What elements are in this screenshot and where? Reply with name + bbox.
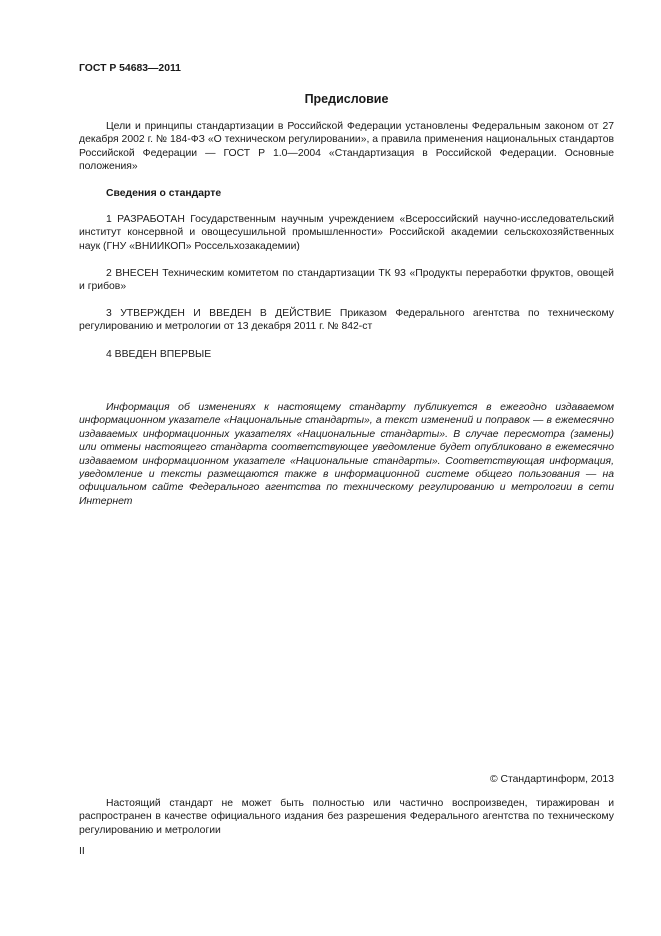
item-developed: 1 РАЗРАБОТАН Государственным научным учреждением «Всероссийский научно-исследовательский институт консервной и овощесушильной промышленности» Российской академии сельскохозяйственных наук (ГНУ «ВНИИКОП» Россельхозакадемии)	[79, 214, 614, 252]
reproduction-notice: Настоящий стандарт не может быть полностью или частично воспроизведен, тиражирован и распространен в качестве официального издания без разрешения Федерального агентства по техническому регулированию и метрологии	[79, 798, 614, 836]
document-header: ГОСТ Р 54683—2011	[79, 63, 181, 74]
page-number: II	[79, 846, 85, 857]
about-standard-heading: Сведения о стандарте	[106, 188, 222, 199]
item-first-introduced: 4 ВВЕДЕН ВПЕРВЫЕ	[106, 349, 212, 360]
copyright-line: © Стандартинформ, 2013	[489, 774, 614, 785]
intro-paragraph: Цели и принципы стандартизации в Российской Федерации установлены Федеральным законом от 27 декабря 2002 г. № 184-ФЗ «О техническом регулировании», а правила применения национальных стандартов Российской Федерации — ГОСТ Р 1.0—2004 «Стандартизация в Российской Федерации. Основные положения»	[79, 121, 614, 173]
info-notice-paragraph: Информация об изменениях к настоящему стандарту публикуется в ежегодно издаваемом информационном указателе «Национальные стандарты», а текст изменений и поправок — в ежемесячно издаваемых информационных указателях «Национальные стандарты». В случае пересмотра (замены) или отмены настоящего стандарта соответствующее уведомление будет опубликовано в ежемесячно издаваемом информационном указателе «Национальные стандарты». Соответствующая информация, уведомление и тексты размещаются также в информационной системе общего пользования — на официальном сайте Федерального агентства по техническому регулированию и метрологии в сети Интернет	[79, 402, 614, 507]
item-introduced: 2 ВНЕСЕН Техническим комитетом по стандартизации ТК 93 «Продукты переработки фруктов, овощей и грибов»	[79, 268, 614, 293]
page-title: Предисловие	[304, 92, 389, 106]
item-approved: 3 УТВЕРЖДЕН И ВВЕДЕН В ДЕЙСТВИЕ Приказом Федерального агентства по техническому регулированию и метрологии от 13 декабря 2011 г. № 842-ст	[79, 308, 614, 333]
